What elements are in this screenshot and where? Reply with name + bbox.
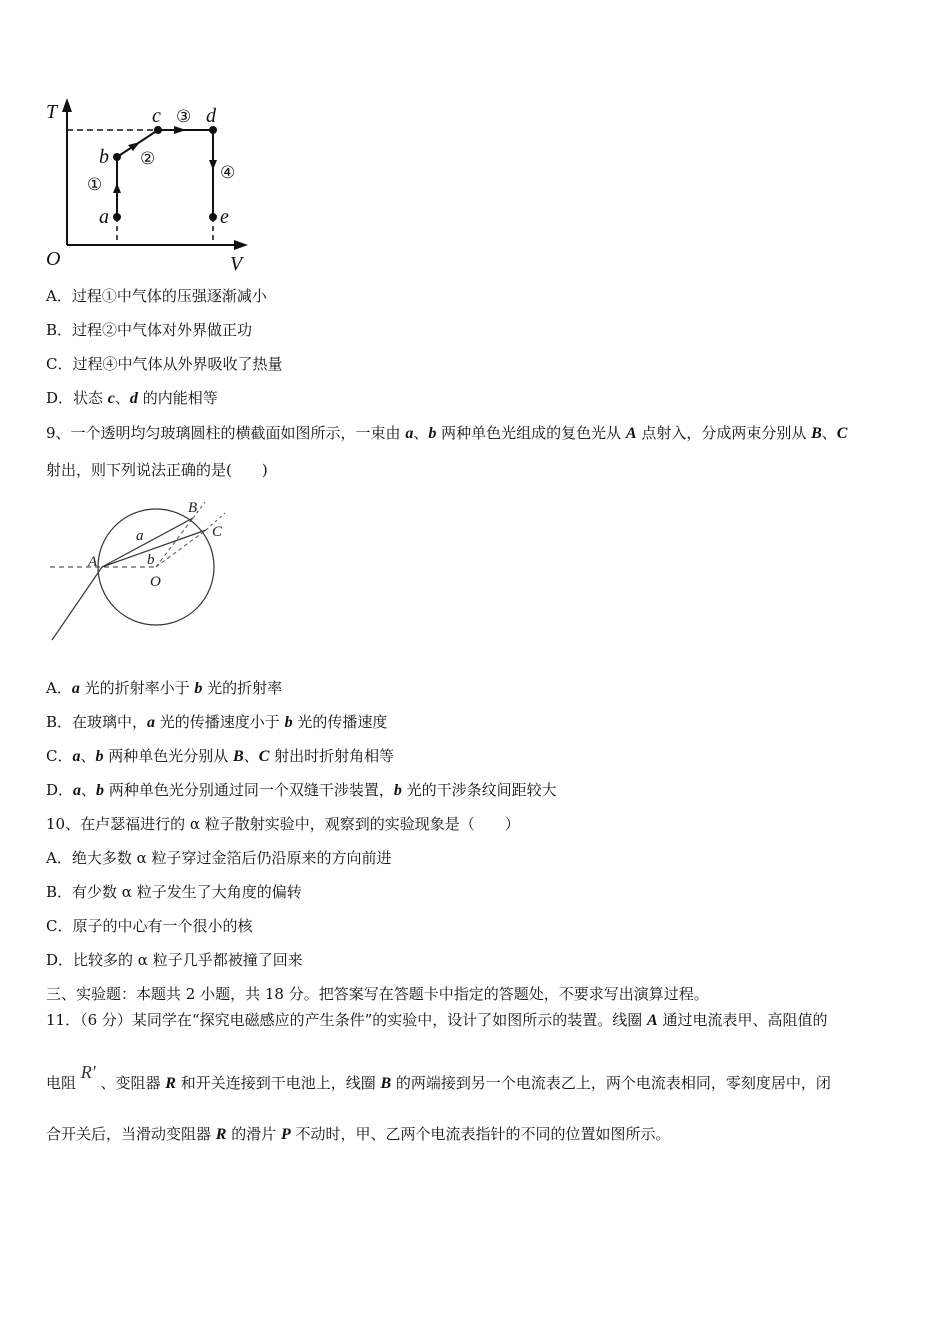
text-line: [46, 712, 387, 733]
text-line: [46, 286, 267, 306]
process-1-label: ①: [87, 175, 103, 195]
variable-symbol: a: [71, 680, 80, 697]
text-segment: 、变阻器: [95, 1074, 166, 1092]
process-4-label: ④: [220, 163, 236, 183]
text-segment: 的两端接到另一个电流表乙上，两个电流表相同，零刻度居中，闭: [391, 1074, 831, 1092]
point-e-label: e: [220, 206, 229, 228]
glass-cylinder-diagram: [40, 490, 240, 650]
variable-symbol: A: [625, 425, 637, 442]
text-segment: 电阻: [46, 1074, 81, 1092]
text-segment: 光的折射率小于: [79, 679, 195, 697]
text-segment: C．原子的中心有一个很小的核: [46, 917, 253, 935]
text-segment: 两种单色光组成的复色光从: [436, 424, 626, 442]
ray-a-label: a: [136, 528, 144, 544]
center-o-label: O: [150, 574, 161, 590]
text-segment: D．: [46, 781, 74, 799]
text-line: [46, 882, 302, 902]
text-segment: D．比较多的 α 粒子几乎都被撞了回来: [46, 951, 303, 969]
text-segment: 不动时，甲、乙两个电流表指针的不同的位置如图所示。: [290, 1125, 671, 1143]
variable-symbol: a: [72, 748, 81, 765]
text-line: [46, 984, 709, 1004]
text-segment: 10、在卢瑟福进行的 α 粒子散射实验中，观察到的实验现象是（ ）: [46, 815, 520, 833]
axis-label-t: T: [46, 101, 58, 123]
variable-symbol: a: [73, 782, 82, 799]
variable-symbol: b: [428, 425, 437, 442]
text-segment: 通过电流表甲、高阻值的: [657, 1011, 828, 1029]
text-segment: 、: [243, 747, 259, 765]
variable-symbol: d: [129, 390, 138, 407]
text-segment: 、: [81, 781, 97, 799]
variable-symbol: b: [393, 782, 402, 799]
point-d-label: d: [206, 105, 216, 127]
text-segment: 光的折射率: [202, 679, 283, 697]
point-a-label: A: [88, 554, 98, 570]
variable-symbol: b: [284, 714, 293, 731]
text-segment: 11．（6 分）某同学在“探究电磁感应的产生条件”的实验中，设计了如图所示的装置。线圈: [46, 1011, 648, 1029]
text-line: [46, 746, 394, 767]
text-segment: B．在玻璃中，: [46, 713, 148, 731]
text-line: [46, 320, 252, 340]
text-segment: 、: [114, 389, 130, 407]
axis-label-v: V: [230, 253, 243, 275]
t-v-graph: [40, 90, 300, 280]
text-segment: 光的传播速度小于: [155, 713, 285, 731]
text-segment: 和开关连接到干电池上，线圈: [175, 1074, 381, 1092]
text-line: [46, 678, 282, 699]
point-b-label: b: [99, 146, 109, 168]
text-line: [46, 460, 268, 480]
text-segment: 、: [80, 747, 96, 765]
text-segment: 点射入，分成两束分别从: [636, 424, 812, 442]
text-line: [46, 1062, 831, 1094]
text-line: [46, 423, 847, 444]
point-b-label: B: [188, 500, 198, 516]
ray-b-label: b: [147, 552, 155, 568]
variable-symbol: b: [194, 680, 203, 697]
text-line: [46, 950, 303, 970]
text-segment: A．绝大多数 α 粒子穿过金箔后仍沿原来的方向前进: [46, 849, 392, 867]
variable-symbol: B: [233, 748, 244, 765]
text-segment: 两种单色光分别从: [103, 747, 234, 765]
text-segment: B．过程②中气体对外界做正功: [46, 321, 253, 339]
variable-symbol: B: [380, 1075, 392, 1092]
text-segment: A．: [46, 679, 72, 697]
point-c-label: C: [212, 524, 223, 540]
text-segment: 的滑片: [226, 1125, 281, 1143]
variable-symbol: A: [647, 1012, 658, 1029]
text-line: [46, 1124, 671, 1145]
text-segment: 的内能相等: [137, 389, 218, 407]
text-segment: 两种单色光分别通过同一个双缝干涉装置，: [104, 781, 394, 799]
text-line: [46, 780, 557, 801]
text-segment: 光的干涉条纹间距较大: [401, 781, 557, 799]
text-segment: 射出时折射角相等: [269, 747, 395, 765]
text-segment: 三、实验题：本题共 2 小题，共 18 分。把答案写在答题卡中指定的答题处，不要求写出演算过程。: [46, 985, 709, 1003]
text-line: [46, 388, 218, 409]
process-3-label: ③: [176, 107, 192, 127]
text-line: [46, 814, 520, 834]
variable-symbol: R: [215, 1126, 227, 1143]
variable-symbol: R: [165, 1075, 176, 1092]
point-a-label: a: [99, 206, 109, 228]
variable-symbol: c: [107, 390, 115, 407]
text-line: [46, 848, 392, 868]
text-segment: 、: [821, 424, 837, 442]
text-segment: B．有少数 α 粒子发生了大角度的偏转: [46, 883, 302, 901]
process-2-label: ②: [140, 149, 156, 169]
text-line: [46, 1010, 827, 1031]
text-segment: A．过程①中气体的压强逐渐减小: [46, 287, 267, 305]
text-segment: 射出，则下列说法正确的是( ): [46, 461, 268, 479]
variable-symbol: P: [281, 1126, 291, 1143]
point-c-label: c: [152, 105, 161, 127]
variable-symbol: a: [405, 425, 414, 442]
variable-symbol: B: [811, 425, 822, 442]
origin-label: O: [46, 248, 61, 270]
text-segment: C．: [46, 747, 73, 765]
variable-symbol: C: [836, 425, 848, 442]
text-segment: 光的传播速度: [292, 713, 388, 731]
text-segment: D．状态: [46, 389, 108, 407]
variable-symbol: b: [96, 782, 105, 799]
variable-symbol: C: [258, 748, 270, 765]
variable-symbol: R′: [80, 1062, 96, 1082]
variable-symbol: b: [95, 748, 104, 765]
text-segment: C．过程④中气体从外界吸收了热量: [46, 355, 283, 373]
text-line: [46, 916, 252, 936]
text-segment: 合开关后，当滑动变阻器: [46, 1125, 216, 1143]
text-segment: 、: [413, 424, 429, 442]
text-line: [46, 354, 282, 374]
text-segment: 9、一个透明均匀玻璃圆柱的横截面如图所示，一束由: [46, 424, 406, 442]
variable-symbol: a: [147, 714, 156, 731]
